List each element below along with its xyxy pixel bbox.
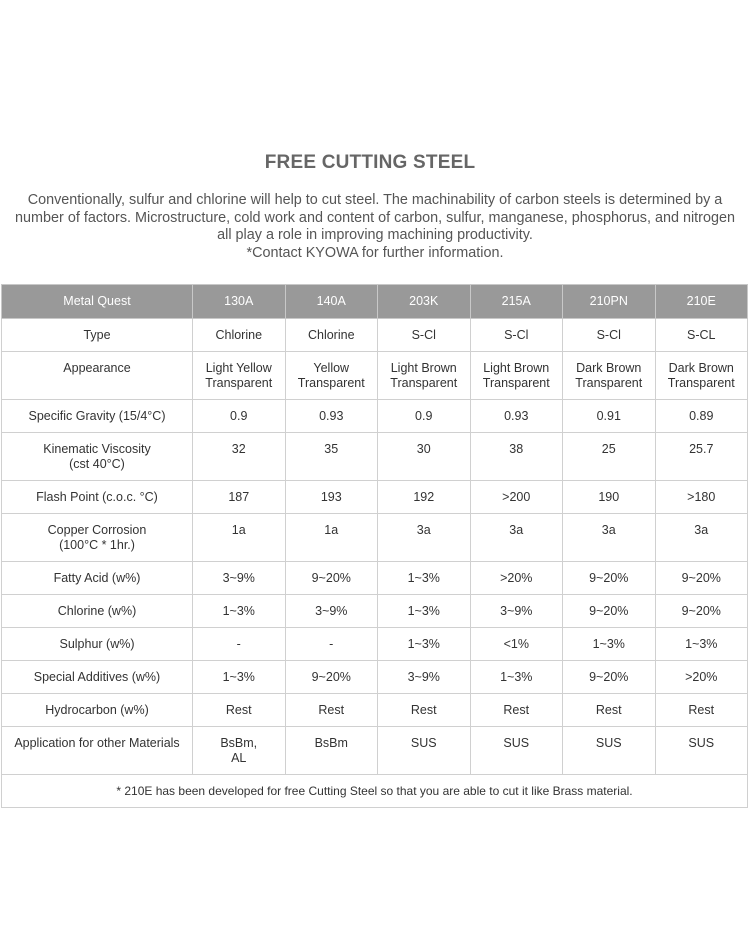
table-row-specific-gravity bbox=[2, 400, 748, 433]
header-product-210pn: 210PN bbox=[563, 285, 656, 319]
table-cell: S-Cl bbox=[563, 319, 656, 352]
table-cell: - bbox=[285, 628, 378, 661]
table-cell: Dark Brown Transparent bbox=[655, 352, 748, 400]
table-row-type bbox=[2, 319, 748, 352]
table-cell: 3~9% bbox=[378, 661, 471, 694]
table-cell: 38 bbox=[470, 433, 563, 481]
table-cell: Light Brown Transparent bbox=[378, 352, 471, 400]
table-cell: 1~3% bbox=[470, 661, 563, 694]
table-cell: 3a bbox=[378, 514, 471, 562]
contact-note: *Contact KYOWA for further information. bbox=[246, 244, 504, 261]
spec-table bbox=[1, 284, 748, 808]
table-cell: Light Brown Transparent bbox=[470, 352, 563, 400]
table-cell: <1% bbox=[470, 628, 563, 661]
table-footnote-row bbox=[2, 775, 748, 808]
table-cell: Yellow Transparent bbox=[285, 352, 378, 400]
table-cell: 3~9% bbox=[470, 595, 563, 628]
table-cell: 0.9 bbox=[193, 400, 286, 433]
table-cell: Chlorine bbox=[193, 319, 286, 352]
table-row-application bbox=[2, 727, 748, 775]
table-row-special-additives bbox=[2, 661, 748, 694]
table-cell: 0.93 bbox=[285, 400, 378, 433]
table-cell: SUS bbox=[378, 727, 471, 775]
table-cell: 1a bbox=[285, 514, 378, 562]
table-cell: 32 bbox=[193, 433, 286, 481]
table-cell: 1~3% bbox=[563, 628, 656, 661]
table-cell: S-Cl bbox=[470, 319, 563, 352]
table-cell: 0.91 bbox=[563, 400, 656, 433]
intro-line: all play a role in improving machining productivity. bbox=[217, 227, 533, 243]
table-cell: 1~3% bbox=[378, 562, 471, 595]
table-cell: Rest bbox=[655, 694, 748, 727]
table-row-hydrocarbon bbox=[2, 694, 748, 727]
header-product-210e: 210E bbox=[655, 285, 748, 319]
table-row-appearance bbox=[2, 352, 748, 400]
table-cell: 30 bbox=[378, 433, 471, 481]
table-row-chlorine bbox=[2, 595, 748, 628]
table-cell: BsBm, AL bbox=[193, 727, 286, 775]
table-cell: 1~3% bbox=[655, 628, 748, 661]
row-label: Type bbox=[2, 319, 193, 352]
row-label: Hydrocarbon (w%) bbox=[2, 694, 193, 727]
table-cell: 25.7 bbox=[655, 433, 748, 481]
table-row-fatty-acid bbox=[2, 562, 748, 595]
table-cell: Rest bbox=[563, 694, 656, 727]
table-row-sulphur bbox=[2, 628, 748, 661]
table-cell: SUS bbox=[563, 727, 656, 775]
table-cell: 1a bbox=[193, 514, 286, 562]
table-cell: 9~20% bbox=[655, 562, 748, 595]
table-cell: Rest bbox=[378, 694, 471, 727]
table-cell: 1~3% bbox=[378, 595, 471, 628]
row-label: Kinematic Viscosity (cst 40°C) bbox=[2, 433, 193, 481]
table-cell: BsBm bbox=[285, 727, 378, 775]
table-cell: 9~20% bbox=[563, 562, 656, 595]
table-cell: 9~20% bbox=[563, 661, 656, 694]
intro-line: number of factors. Microstructure, cold work and content of carbon, sulfur, manganese, phosphorus, and nitrogen bbox=[15, 209, 735, 226]
table-row-kinematic-viscosity bbox=[2, 433, 748, 481]
table-cell: >20% bbox=[655, 661, 748, 694]
row-label: Sulphur (w%) bbox=[2, 628, 193, 661]
table-cell: 3~9% bbox=[193, 562, 286, 595]
table-row-copper-corrosion bbox=[2, 514, 748, 562]
table-cell: 35 bbox=[285, 433, 378, 481]
table-cell: 9~20% bbox=[285, 562, 378, 595]
table-cell: Light Yellow Transparent bbox=[193, 352, 286, 400]
table-cell: 3a bbox=[655, 514, 748, 562]
table-header-row bbox=[2, 285, 748, 319]
intro-text bbox=[5, 192, 745, 262]
table-cell: Rest bbox=[193, 694, 286, 727]
row-label: Copper Corrosion (100°C * 1hr.) bbox=[2, 514, 193, 562]
table-cell: S-Cl bbox=[378, 319, 471, 352]
row-label: Special Additives (w%) bbox=[2, 661, 193, 694]
table-cell: S-CL bbox=[655, 319, 748, 352]
table-cell: 1~3% bbox=[193, 595, 286, 628]
header-label-metal-quest: Metal Quest bbox=[2, 285, 193, 319]
row-label: Specific Gravity (15/4°C) bbox=[2, 400, 193, 433]
table-cell: 0.9 bbox=[378, 400, 471, 433]
table-cell: 0.89 bbox=[655, 400, 748, 433]
row-label: Appearance bbox=[2, 352, 193, 400]
table-cell: 1~3% bbox=[193, 661, 286, 694]
table-cell: Dark Brown Transparent bbox=[563, 352, 656, 400]
table-cell: 1~3% bbox=[378, 628, 471, 661]
table-cell: >200 bbox=[470, 481, 563, 514]
intro-line: Conventionally, sulfur and chlorine will help to cut steel. The machinability of carbon steels is determined by a bbox=[27, 192, 723, 208]
table-cell: 193 bbox=[285, 481, 378, 514]
table-cell: 192 bbox=[378, 481, 471, 514]
row-label: Flash Point (c.o.c. °C) bbox=[2, 481, 193, 514]
table-cell: 190 bbox=[563, 481, 656, 514]
table-cell: Rest bbox=[285, 694, 378, 727]
page-title: FREE CUTTING STEEL bbox=[264, 152, 476, 173]
row-label: Application for other Materials bbox=[2, 727, 193, 775]
table-cell: 0.93 bbox=[470, 400, 563, 433]
table-cell: Rest bbox=[470, 694, 563, 727]
table-cell: 3~9% bbox=[285, 595, 378, 628]
table-cell: 9~20% bbox=[285, 661, 378, 694]
table-footnote: * 210E has been developed for free Cutting Steel so that you are able to cut it like Brass material. bbox=[2, 775, 748, 808]
table-cell: 9~20% bbox=[563, 595, 656, 628]
table-cell: >180 bbox=[655, 481, 748, 514]
table-cell: Chlorine bbox=[285, 319, 378, 352]
table-cell: 3a bbox=[563, 514, 656, 562]
table-cell: 187 bbox=[193, 481, 286, 514]
row-label: Fatty Acid (w%) bbox=[2, 562, 193, 595]
table-row-flash-point bbox=[2, 481, 748, 514]
header-product-203k: 203K bbox=[378, 285, 471, 319]
table-cell: >20% bbox=[470, 562, 563, 595]
table-cell: 3a bbox=[470, 514, 563, 562]
header-product-130a: 130A bbox=[193, 285, 286, 319]
header-product-215a: 215A bbox=[470, 285, 563, 319]
header-product-140a: 140A bbox=[285, 285, 378, 319]
table-cell: SUS bbox=[470, 727, 563, 775]
table-cell: - bbox=[193, 628, 286, 661]
table-cell: 25 bbox=[563, 433, 656, 481]
table-cell: SUS bbox=[655, 727, 748, 775]
row-label: Chlorine (w%) bbox=[2, 595, 193, 628]
table-cell: 9~20% bbox=[655, 595, 748, 628]
